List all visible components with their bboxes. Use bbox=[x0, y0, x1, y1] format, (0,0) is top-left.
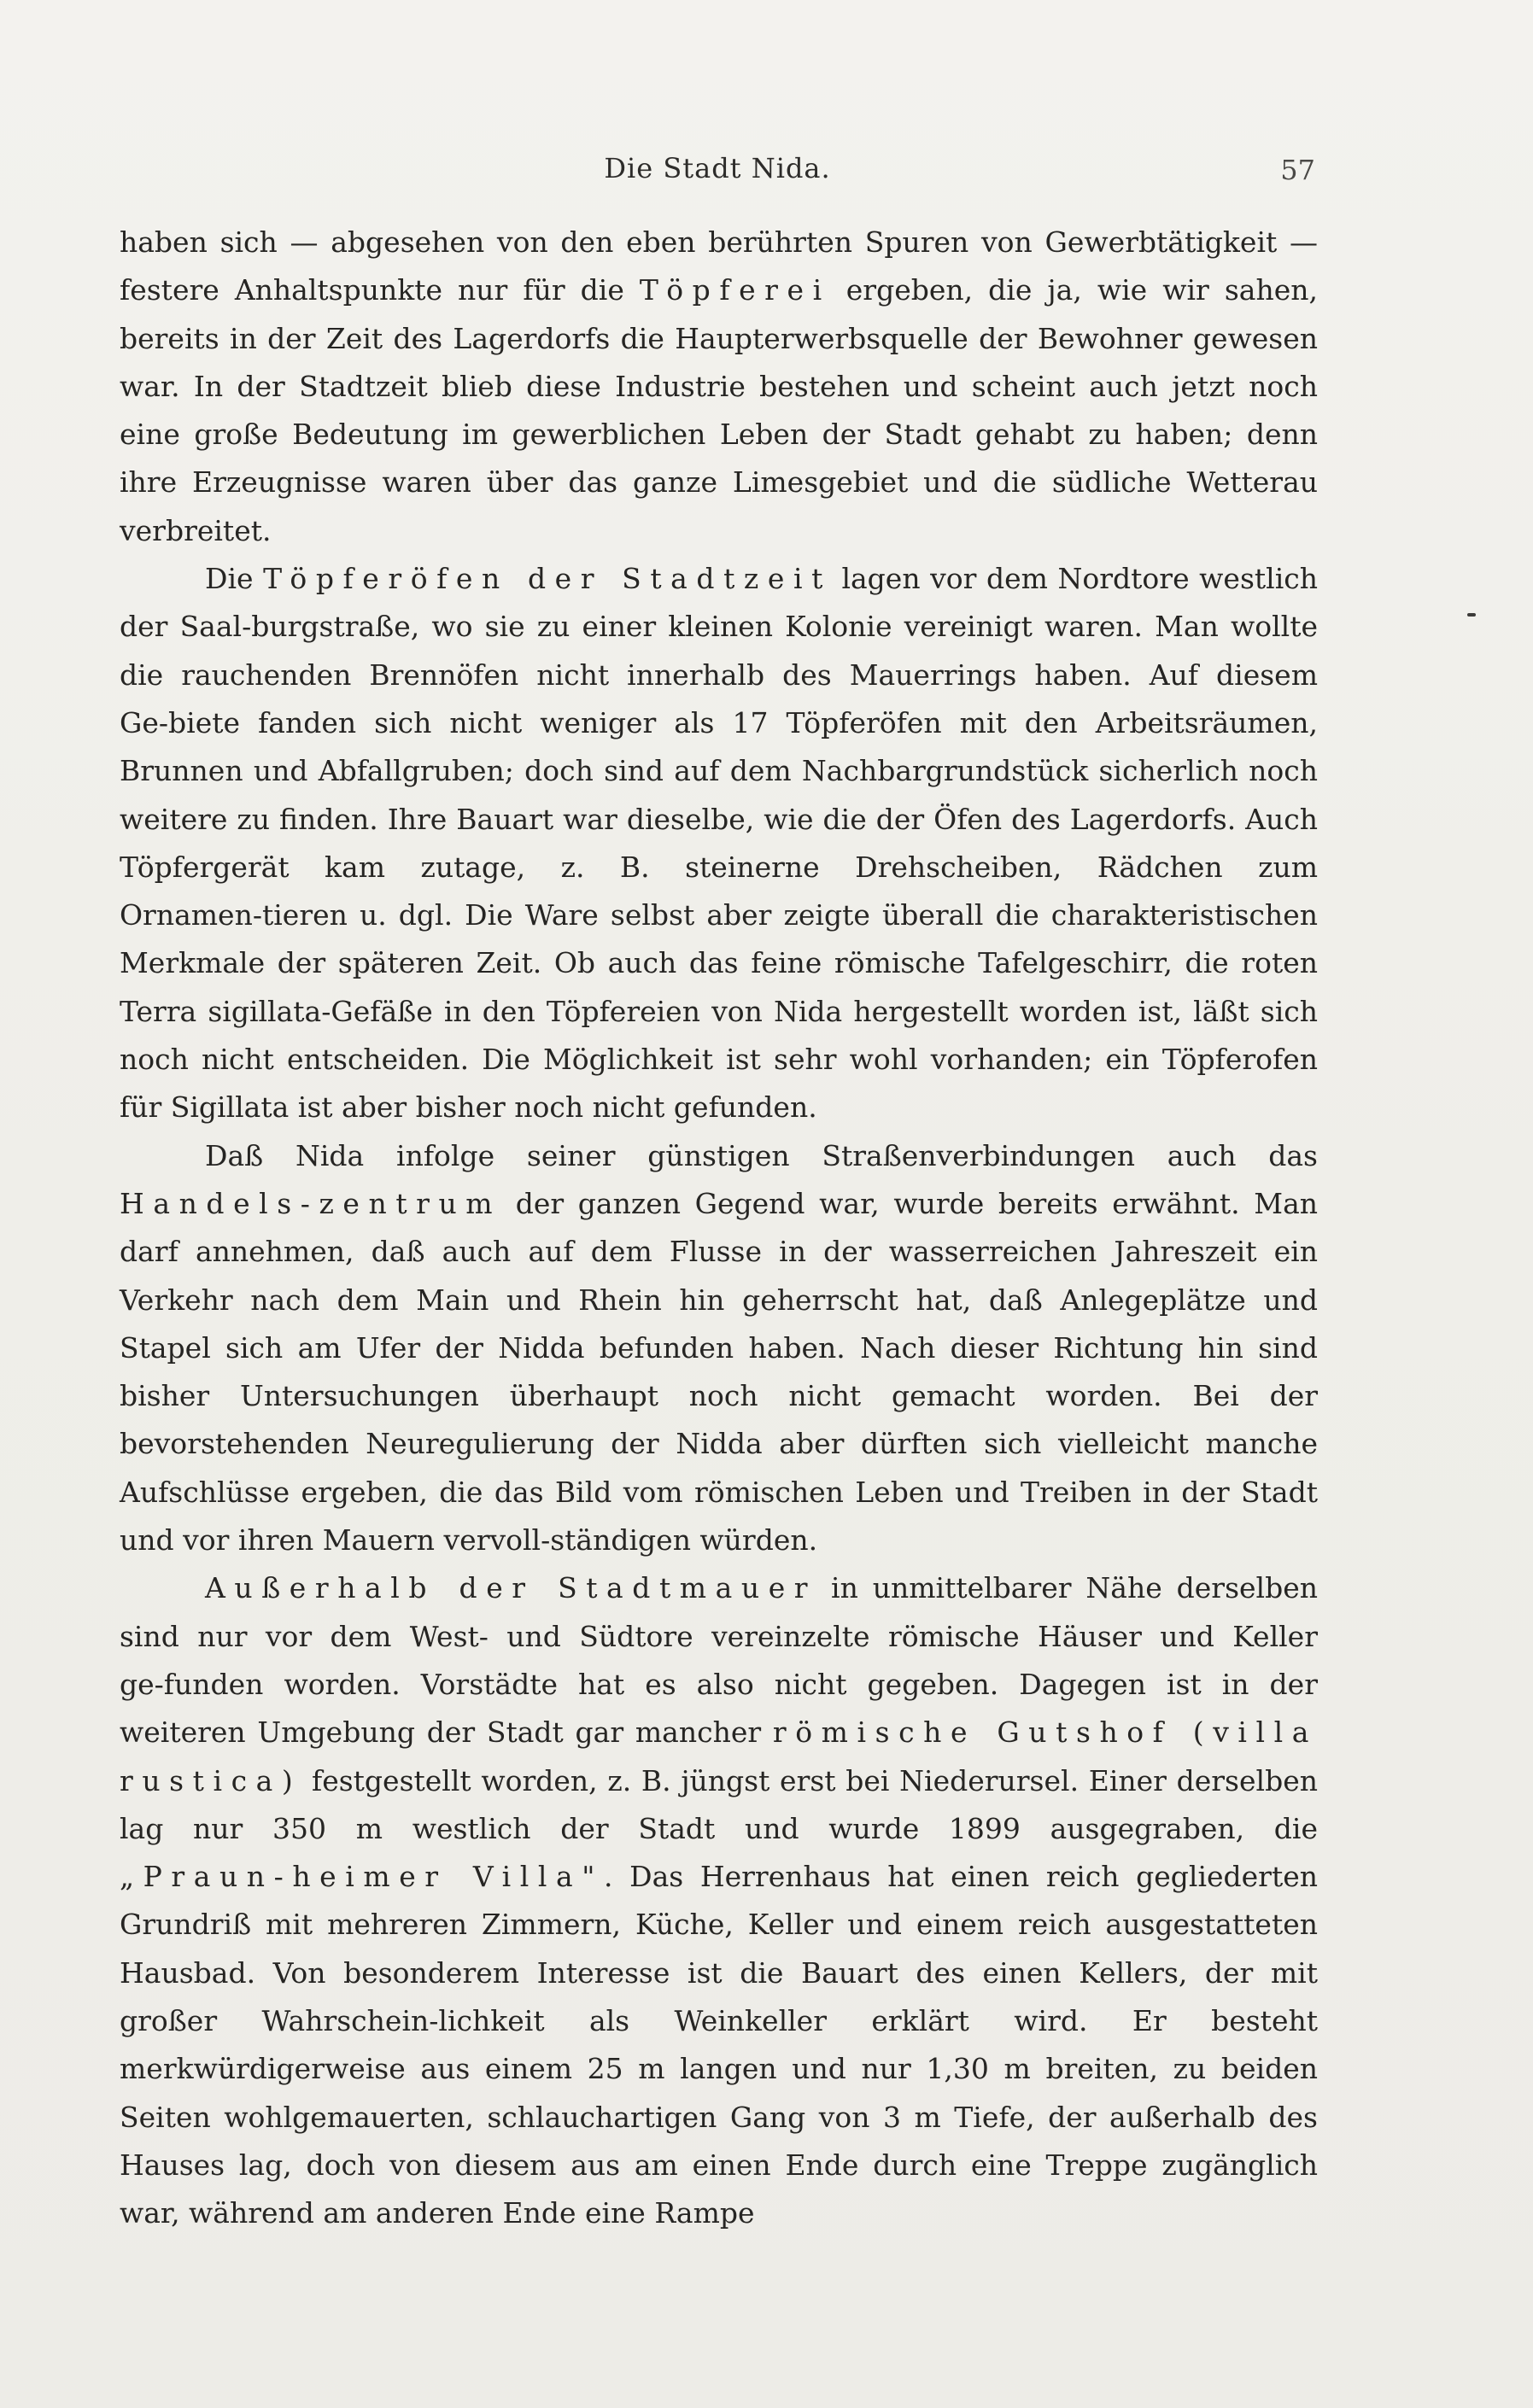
print-smudge bbox=[1467, 613, 1476, 617]
spaced-term: Außerhalb der Stadtmauer bbox=[205, 1571, 817, 1605]
text-segment: in unmittelbarer Nähe derselben sind nur vor dem West‑ und Südtore vereinzelte römische Häuser und Keller ge‑funden worden. Vorstädte hat es also nicht gegeben. Dagegen ist in der weiteren Umgebung der Stadt gar mancher bbox=[120, 1571, 1319, 1750]
running-title: Die Stadt Nida. bbox=[604, 152, 831, 184]
paragraph-4 bbox=[120, 1564, 1318, 2237]
text-segment: Daß Nida infolge seiner günstigen Straßenverbindungen auch das bbox=[205, 1138, 1318, 1172]
running-head bbox=[120, 152, 1315, 203]
spaced-term: Handels‑zentrum bbox=[120, 1186, 502, 1220]
spaced-term: „Praun‑heimer Villa" bbox=[120, 1860, 604, 1894]
spaced-term: Töpferöfen der Stadtzeit bbox=[263, 562, 832, 596]
text-segment: Die bbox=[205, 562, 264, 596]
spaced-term: Töpferei bbox=[639, 273, 831, 307]
paragraph-3 bbox=[120, 1132, 1318, 1565]
text-segment: haben sich — abgesehen von den eben berührten Spuren von Gewerbtätigkeit — festere Anhaltspunkte nur für die bbox=[120, 225, 1318, 307]
text-segment: . Das Herrenhaus hat einen reich gegliederten Grundriß mit mehreren Zimmern, Küche, Keller und einem reich ausgestatteten Hausbad. Von besonderem Interesse ist die Bauart des einen Kellers, der mit großer Wahrschein‑lichkeit als Weinkeller erklärt wird. Er besteht merkwürdigerweise aus einem 25 m langen und nur 1,30 m breiten, zu beiden Seiten wohlgemauerten, schlauchartigen Gang von 3 m Tiefe, der außerhalb des Hauses lag, doch von diesem aus am einen Ende durch eine Treppe zugänglich war, während am anderen Ende eine Rampe bbox=[120, 1860, 1319, 2230]
body-text bbox=[120, 219, 1318, 2237]
text-segment: der ganzen Gegend war, wurde bereits erwähnt. Man darf annehmen, daß auch auf dem Flusse in der wasserreichen Jahreszeit ein Verkehr nach dem Main und Rhein hin geherrscht hat, daß Anlegeplätze und Stapel sich am Ufer der Nidda befunden haben. Nach dieser Richtung hin sind bisher Untersuchungen überhaupt noch nicht gemacht worden. Bei der bevorstehenden Neuregulierung der Nidda aber dürften sich vielleicht manche Aufschlüsse ergeben, die das Bild vom römischen Leben und Treiben in der Stadt und vor ihren Mauern vervoll‑ständigen würden. bbox=[120, 1186, 1318, 1558]
paragraph-1 bbox=[120, 219, 1318, 555]
text-segment: festgestellt worden, z. B. jüngst erst bei Niederursel. Einer derselben lag nur 350 m westlich der Stadt und wurde 1899 ausgegraben, die bbox=[120, 1763, 1318, 1845]
page-number: 57 bbox=[1280, 154, 1315, 186]
spaced-term: römische Gutshof (villa rustica) bbox=[120, 1715, 1318, 1797]
text-segment: lagen vor dem Nordtore westlich der Saal‑burgstraße, wo sie zu einer kleinen Kolonie vereinigt waren. Man wollte die rauchenden Brennöfen nicht innerhalb des Mauerrings haben. Auf diesem Ge‑biete fanden sich nicht weniger als 17 Töpferöfen mit den Arbeitsräumen, Brunnen und Abfallgruben; doch sind auf dem Nachbargrundstück sicherlich noch weitere zu finden. Ihre Bauart war dieselbe, wie die der Öfen des Lagerdorfs. Auch Töpfergerät kam zutage, z. B. steinerne Drehscheiben, Rädchen zum Ornamen‑tieren u. dgl. Die Ware selbst aber zeigte überall die charakteristischen Merkmale der späteren Zeit. Ob auch das feine römische Tafelgeschirr, die roten Terra sigillata‑Gefäße in den Töpfereien von Nida hergestellt worden ist, läßt sich noch nicht entscheiden. Die Möglichkeit ist sehr wohl vorhanden; ein Töpferofen für Sigillata ist aber bisher noch nicht gefunden. bbox=[120, 562, 1318, 1125]
paragraph-2 bbox=[120, 555, 1318, 1132]
text-segment: ergeben, die ja, wie wir sahen, bereits in der Zeit des Lagerdorfs die Haupterwerbsquelle der Bewohner gewesen war. In der Stadtzeit blieb diese Industrie bestehen und scheint auch jetzt noch eine große Bedeutung im gewerblichen Leben der Stadt gehabt zu haben; denn ihre Erzeugnisse waren über das ganze Limesgebiet und die südliche Wetterau verbreitet. bbox=[120, 273, 1318, 547]
